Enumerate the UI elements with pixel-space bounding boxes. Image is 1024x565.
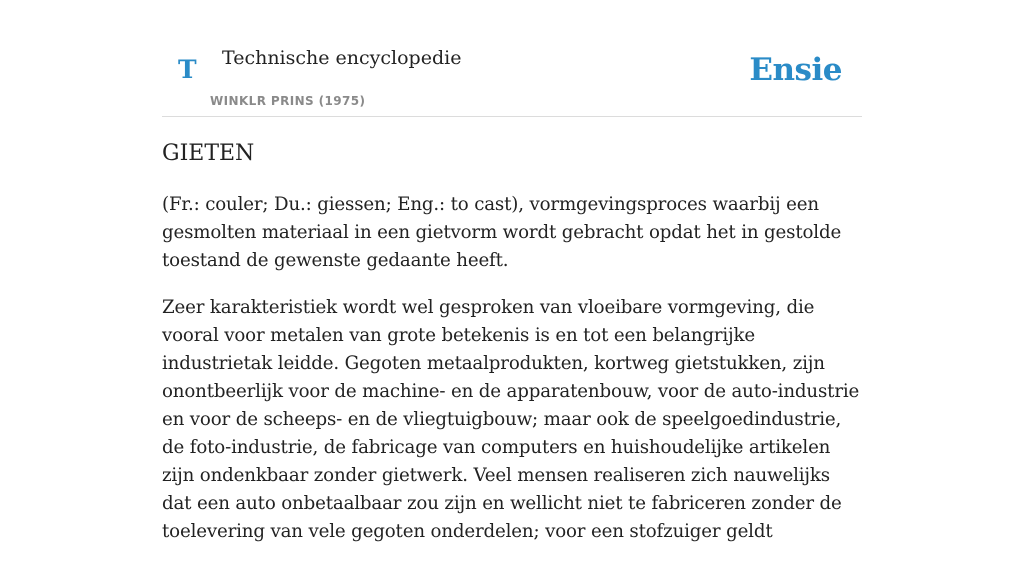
entry-title: GIETEN (162, 141, 255, 166)
page-header (162, 0, 862, 117)
book-logo-icon[interactable]: T (178, 55, 197, 84)
article-paragraph: (Fr.: couler; Du.: giessen; Eng.: to cast), vormgevingsproces waarbij een gesmolten materiaal in een gietvorm wordt gebracht opdat het in gestolde toestand de gewenste gedaante heeft. (162, 194, 842, 271)
book-subtitle: WINKLR PRINS (1975) (210, 94, 366, 108)
book-title-link[interactable]: Technische encyclopedie (222, 47, 462, 69)
article-body (162, 139, 862, 565)
ensie-logo[interactable]: Ensie (749, 52, 842, 88)
article-paragraph: Zeer karakteristiek wordt wel gesproken van vloeibare vormgeving, die vooral voor metalen van grote betekenis is en tot een belangrijke industrietak leidde. Gegoten metaalprodukten, kortweg gietstukken, zijn onontbeerlijk voor de machine- en de apparatenbouw, voor de auto-industrie en voor de scheeps- en de vliegtuigbouw; maar ook de speelgoedindustrie, de foto-industrie, de fabricage van computers en huishoudelijke artikelen zijn ondenkbaar zonder gietwerk. Veel mensen realiseren zich nauwelijks dat een auto onbetaalbaar zou zijn en wellicht niet te fabriceren zonder de toelevering van vele gegoten onderdelen; voor een stofzuiger geldt (162, 297, 860, 542)
